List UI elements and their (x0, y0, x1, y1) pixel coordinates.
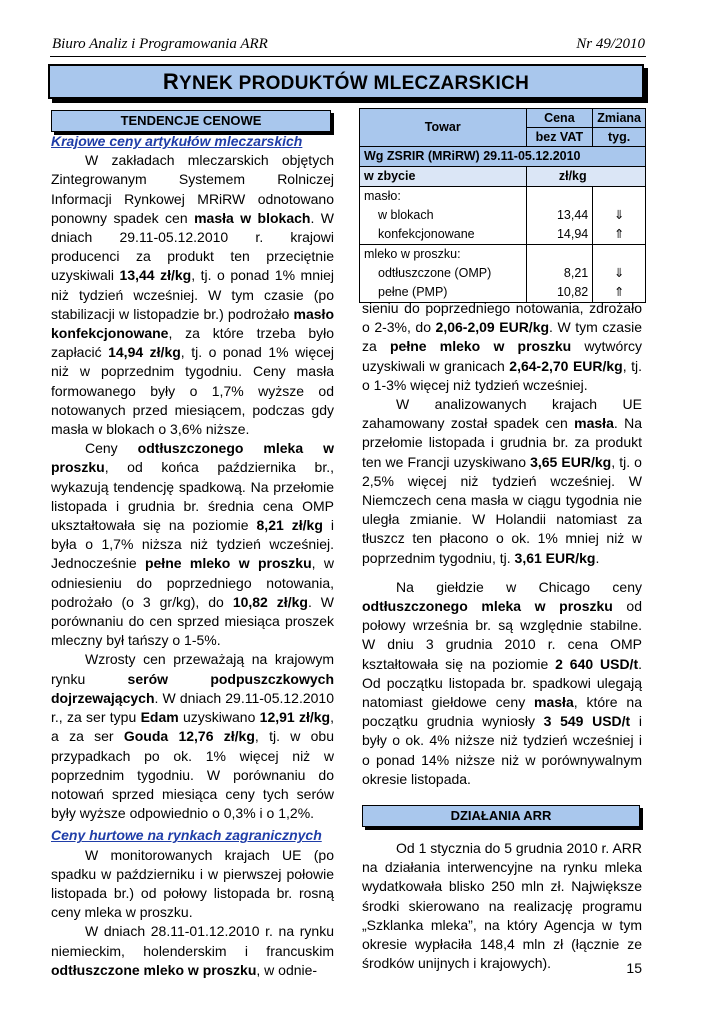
left-column (51, 132, 334, 980)
page-title (48, 64, 644, 99)
right-paragraphs-2 (362, 839, 642, 973)
text-run: Ceny (85, 440, 138, 457)
table-row (360, 206, 646, 225)
bold-text: masła w blokach (194, 209, 311, 226)
issue-number: Nr 49/2010 (576, 36, 645, 52)
arrow-up-icon: ⇑ (593, 283, 646, 303)
text-run: Wzrosty cen przeważają na krajowym rynku (51, 651, 334, 687)
paragraph (51, 650, 334, 823)
text-run: . Od początku listopada br. spadkowi ulegają natomiast giełdowe ceny (362, 655, 642, 711)
price-value: 10,82 (526, 283, 593, 303)
bold-text: Edam (140, 709, 179, 726)
empty-cell (526, 187, 593, 207)
text-run: , które na początku grudnia wyniosły (362, 694, 642, 730)
price-value: 13,44 (526, 206, 593, 225)
right-paragraphs (362, 299, 642, 789)
table-row (360, 225, 646, 245)
bold-text: pełne mleko w proszku (390, 338, 572, 355)
page-number: 15 (626, 960, 642, 976)
text-run: Od 1 stycznia do 5 grudnia 2010 r. ARR na działania interwencyjne na rynku mleka wydatkowała blisko 250 mln zł. Największe środki skierowano na realizację programu „Szklanka mleka”, na który Agencja w tym okresie wypłaciła 148,4 mln zł (łącznie ze środków unijnych i krajowych). (362, 840, 642, 972)
empty-cell (593, 187, 646, 207)
bold-text: masła (574, 415, 614, 432)
paragraph (362, 299, 642, 395)
left-paragraphs (51, 151, 334, 823)
text-run: , tj. o ponad 1% więcej niż w poprzednim tygodniu. Ceny masła formowanego były o 1,7% wyższe od notowanych przed miesiącem, podczas gdy masła w blokach o 3,6% niższe. (51, 344, 334, 438)
bold-text: 12,91 zł/kg (259, 709, 331, 726)
table-unit-label: w zbycie (360, 167, 527, 187)
product-name: pełne (PMP) (360, 283, 527, 303)
bold-text: 2 640 USD/t (555, 655, 639, 672)
col-header-price-sub: bez VAT (526, 128, 593, 147)
group-label: masło: (360, 187, 527, 207)
table-period: Wg ZSRIR (MRiRW) 29.11-05.12.2010 (360, 147, 646, 167)
text-run: Na giełdzie w Chicago ceny (396, 578, 642, 595)
text-run: , tj. o 2,5% więcej niż tydzień wcześniej. W Niemczech cena masła w ciągu tygodnia nie uległa zmianie. W Holandii natomiast za tłuszcz ten płacono o ok. 1% mniej niż w poprzednim tygodniu, tj. (362, 453, 642, 566)
text-run: , od końca października br., wykazują tendencję spadkową. Na przełomie listopada i grudnia br. średnia cena OMP ukształtowała się na poziomie (51, 459, 334, 534)
text-run: . W dniach 29.11-05.12.2010 r. krajowi producenci za produkt ten przeciętnie uzyskiwali (51, 209, 334, 284)
price-value: 14,94 (526, 225, 593, 245)
text-run: , tj. o 1-3% więcej niż tydzień wcześniej. (362, 357, 643, 393)
text-run: od połowy września br. są względnie stabilne. W dniu 3 grudnia 2010 r. cena OMP kształtowała się na poziomie (362, 598, 642, 672)
text-run: uzyskiwano (178, 709, 260, 726)
header-rule (50, 56, 646, 57)
text-run: , w odnie- (256, 961, 318, 978)
table-unit: zł/kg (526, 167, 646, 187)
table-group-row (360, 187, 646, 207)
product-name: odtłuszczone (OMP) (360, 264, 527, 283)
bold-text: 8,21 zł/kg (256, 517, 323, 534)
page-title-initial: R (162, 69, 180, 94)
left-paragraphs-2 (51, 846, 334, 980)
text-run: , tj. w obu przypadkach po ok. 1% więcej niż w poprzednim tygodniu. W porównaniu do notowań sprzed miesiąca ceny tych serów były wyższe odpowiednio o 0,3% i o 1,2%. (51, 728, 334, 822)
product-name: w blokach (360, 206, 527, 225)
bold-text: 2,06-2,09 EUR/kg (435, 319, 550, 336)
text-run: , za które trzeba było zapłacić (51, 325, 334, 361)
text-run: W dniach 28.11-01.12.2010 r. na rynku niemieckim, holenderskim i francuskim (51, 923, 334, 959)
product-name: konfekcjonowane (360, 225, 527, 245)
bold-text: 14,94 zł/kg (108, 344, 181, 361)
text-run: , tj. o ponad 1% mniej niż tydzień wcześniej. W tym czasie (po stabilizacji w listopadzie br.) podrożało (51, 267, 334, 322)
empty-cell (526, 245, 593, 265)
col-header-product: Towar (360, 109, 527, 147)
text-run: . (595, 549, 600, 566)
table-row (360, 264, 646, 283)
price-table (359, 108, 646, 303)
section-title-price-trends: TENDENCJE CENOWE (51, 110, 331, 132)
bold-text: 13,44 zł/kg (119, 267, 192, 284)
arrow-up-icon: ⇑ (593, 225, 646, 245)
paragraph (51, 439, 334, 650)
paragraph (51, 151, 334, 439)
paragraph (51, 922, 334, 980)
text-run: i były o ok. 4% niższe niż tydzień wcześniej i o ponad 14% niższe niż w porównywalnym okresie listopada. (362, 713, 643, 787)
text-run: . Na przełomie listopada i grudnia br. za produkt ten we Francji uzyskiwano (362, 415, 642, 470)
text-run: wytwórcy uzyskiwali w granicach (362, 338, 642, 374)
col-header-price: Cena (526, 109, 593, 128)
text-run: i była o 1,7% niższa niż tydzień wcześniej. Jednocześnie (51, 517, 334, 572)
text-run: , a za ser (51, 709, 334, 745)
group-label: mleko w proszku: (360, 245, 527, 265)
col-header-change: Zmiana (593, 109, 646, 128)
paragraph (362, 395, 642, 568)
text-run: W monitorowanych krajach UE (po spadku w październiku i w pierwszej połowie listopada br.) od połowy listopada br. rosną ceny mleka w proszku. (51, 846, 334, 921)
price-value: 8,21 (526, 264, 593, 283)
col-header-change-sub: tyg. (593, 128, 646, 147)
bold-text: Gouda 12,76 zł/kg (123, 728, 255, 745)
page-title-rest: YNEK PRODUKTÓW MLECZARSKICH (179, 73, 530, 94)
subtitle-foreign-prices: Ceny hurtowe na rynkach zagranicznych (51, 827, 322, 844)
text-run: . W porównaniu do cen sprzed miesiąca proszek mleczny był tańszy o 1-5%. (51, 593, 335, 649)
bold-text: odtłuszczonego mleka w proszku (362, 598, 613, 615)
section-title-arr: DZIAŁANIA ARR (362, 805, 640, 827)
bold-text: odtłuszczone mleko w proszku (51, 961, 257, 978)
bold-text: pełne mleko w proszku (144, 555, 312, 572)
bold-text: odtłuszczonego mleka w proszku (51, 440, 334, 476)
bold-text: serów podpuszczkowych dojrzewających (51, 670, 334, 706)
bold-text: masło konfekcjonowane (51, 305, 334, 342)
table-group-row (360, 245, 646, 265)
subtitle-domestic-prices: Krajowe ceny artykułów mleczarskich (51, 133, 303, 149)
text-run: , w odniesieniu do poprzedniego notowania, podrożało (o 3 gr/kg), do (51, 555, 334, 610)
bold-text: 3,61 EUR/kg (514, 549, 596, 566)
paragraph (362, 839, 642, 973)
arrow-down-icon: ⇓ (593, 264, 646, 283)
text-run: sieniu do poprzedniego notowania, zdrożało o 2-3%, do (362, 300, 642, 336)
text-run: W analizowanych krajach UE zahamowany został spadek cen (362, 396, 642, 432)
empty-cell (593, 245, 646, 265)
text-run: W zakładach mleczarskich objętych Zintegrowanym Systemem Rolniczej Informacji Rynkowej MRiRW odnotowano ponowny spadek cen (51, 152, 334, 226)
bold-text: masła (534, 694, 574, 711)
bold-text: 10,82 zł/kg (232, 593, 308, 610)
bold-text: 3 549 USD/t (543, 713, 631, 730)
paragraph (51, 846, 334, 923)
bold-text: 3,65 EUR/kg (530, 453, 612, 470)
table-body (360, 187, 646, 303)
text-run: . W tym czasie za (362, 319, 642, 355)
paragraph (362, 578, 642, 789)
right-column (362, 299, 642, 974)
text-run: . W dniach 29.11-05.12.2010 r., za ser typu (51, 689, 334, 726)
header-left: Biuro Analiz i Programowania ARR (52, 36, 268, 52)
bold-text: 2,64-2,70 EUR/kg (509, 357, 623, 374)
arrow-down-icon: ⇓ (593, 206, 646, 225)
